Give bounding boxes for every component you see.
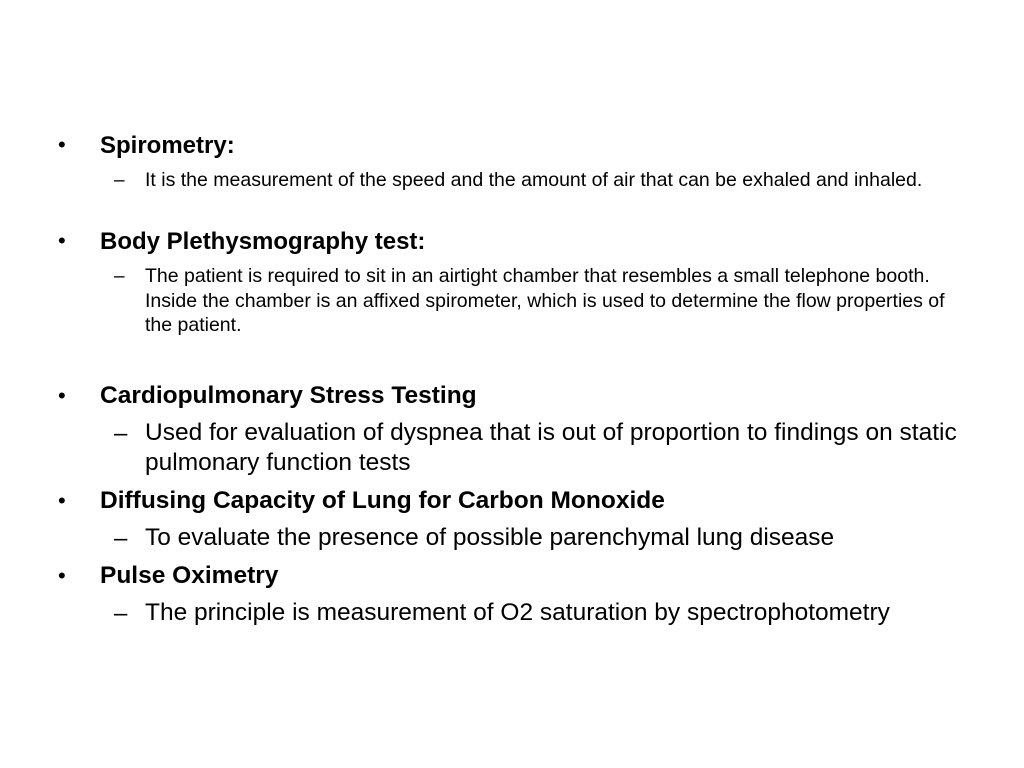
bullet-icon: • [58, 563, 66, 588]
dash-icon: – [114, 600, 128, 627]
dash-icon: – [114, 420, 128, 447]
detail-pulse-oximetry: The principle is measurement of O2 saturation by spectrophotometry [145, 599, 890, 626]
heading-spirometry: Spirometry: [100, 132, 235, 159]
detail-body-plethysmography: The patient is required to sit in an airtight chamber that resembles a small telephone booth. Inside the chamber is an affixed spirometer, which is used to determine the flow properties of the patient. [145, 265, 945, 336]
dash-icon: – [114, 170, 125, 191]
detail-cardiopulmonary-stress-testing: Used for evaluation of dyspnea that is out of proportion to findings on static pulmonary function tests [145, 419, 957, 476]
detail-diffusing-capacity: To evaluate the presence of possible parenchymal lung disease [145, 524, 835, 551]
heading-diffusing-capacity: Diffusing Capacity of Lung for Carbon Monoxide [100, 487, 665, 514]
bullet-icon: • [58, 488, 66, 513]
heading-body-plethysmography: Body Plethysmography test: [100, 228, 426, 255]
bullet-icon: • [58, 383, 66, 408]
bullet-icon: • [58, 228, 66, 253]
heading-cardiopulmonary-stress-testing: Cardiopulmonary Stress Testing [100, 382, 477, 409]
dash-icon: – [114, 266, 125, 287]
detail-spirometry: It is the measurement of the speed and the amount of air that can be exhaled and inhaled. [145, 169, 923, 191]
bullet-icon: • [58, 132, 66, 157]
heading-pulse-oximetry: Pulse Oximetry [100, 562, 279, 589]
dash-icon: – [114, 525, 128, 552]
